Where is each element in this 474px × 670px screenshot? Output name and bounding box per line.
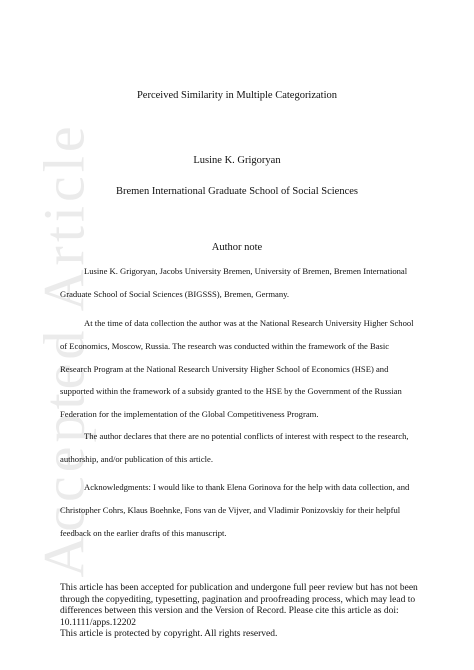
author-affiliation: Bremen International Graduate School of Social Sciences xyxy=(115,186,358,197)
author-note-paragraph-acknowledgments: Acknowledgments: I would like to thank Elena Gorinova for the help with data collection, and Christopher Cohrs, Klaus Boehnke, Fons van de Vijver, and Vladimir Ponizovskiy for their helpful feedback on the earlier drafts of this manuscript. xyxy=(60,482,410,538)
accepted-article-watermark: Accepted Article xyxy=(31,122,97,578)
author-note-heading: Author note xyxy=(211,242,263,253)
author-name: Lusine K. Grigoryan xyxy=(193,155,281,166)
paper-title: Perceived Similarity in Multiple Categorization xyxy=(136,90,338,101)
acceptance-notice-text: This article has been accepted for publication and undergone full peer review but has not been through the copyediting, typesetting, pagination and proofreading process, which may lead to differences between this version and the Version of Record. Please cite this article as doi: 10.1111/apps.12202 xyxy=(60,583,418,628)
author-note-paragraph-affiliation: Lusine K. Grigoryan, Jacobs University Bremen, University of Bremen, Bremen International Graduate School of Social Sciences (BIGSSS), Bremen, Germany. xyxy=(60,266,408,299)
author-note-paragraph-conflicts: The author declares that there are no potential conflicts of interest with respect to the research, authorship, and/or publication of this article. xyxy=(60,431,409,464)
copyright-notice: This article is protected by copyright. All rights reserved. xyxy=(60,629,278,639)
publication-notice xyxy=(60,583,420,641)
author-note-paragraph-funding: At the time of data collection the author was at the National Research University Higher School of Economics, Moscow, Russia. The research was conducted within the framework of the Basic Research Program at the National Research University Higher School of Economics (HSE) and supported within the framework of a subsidy granted to the HSE by the Government of the Russian Federation for the implementation of the Global Competitiveness Program. xyxy=(60,318,414,420)
